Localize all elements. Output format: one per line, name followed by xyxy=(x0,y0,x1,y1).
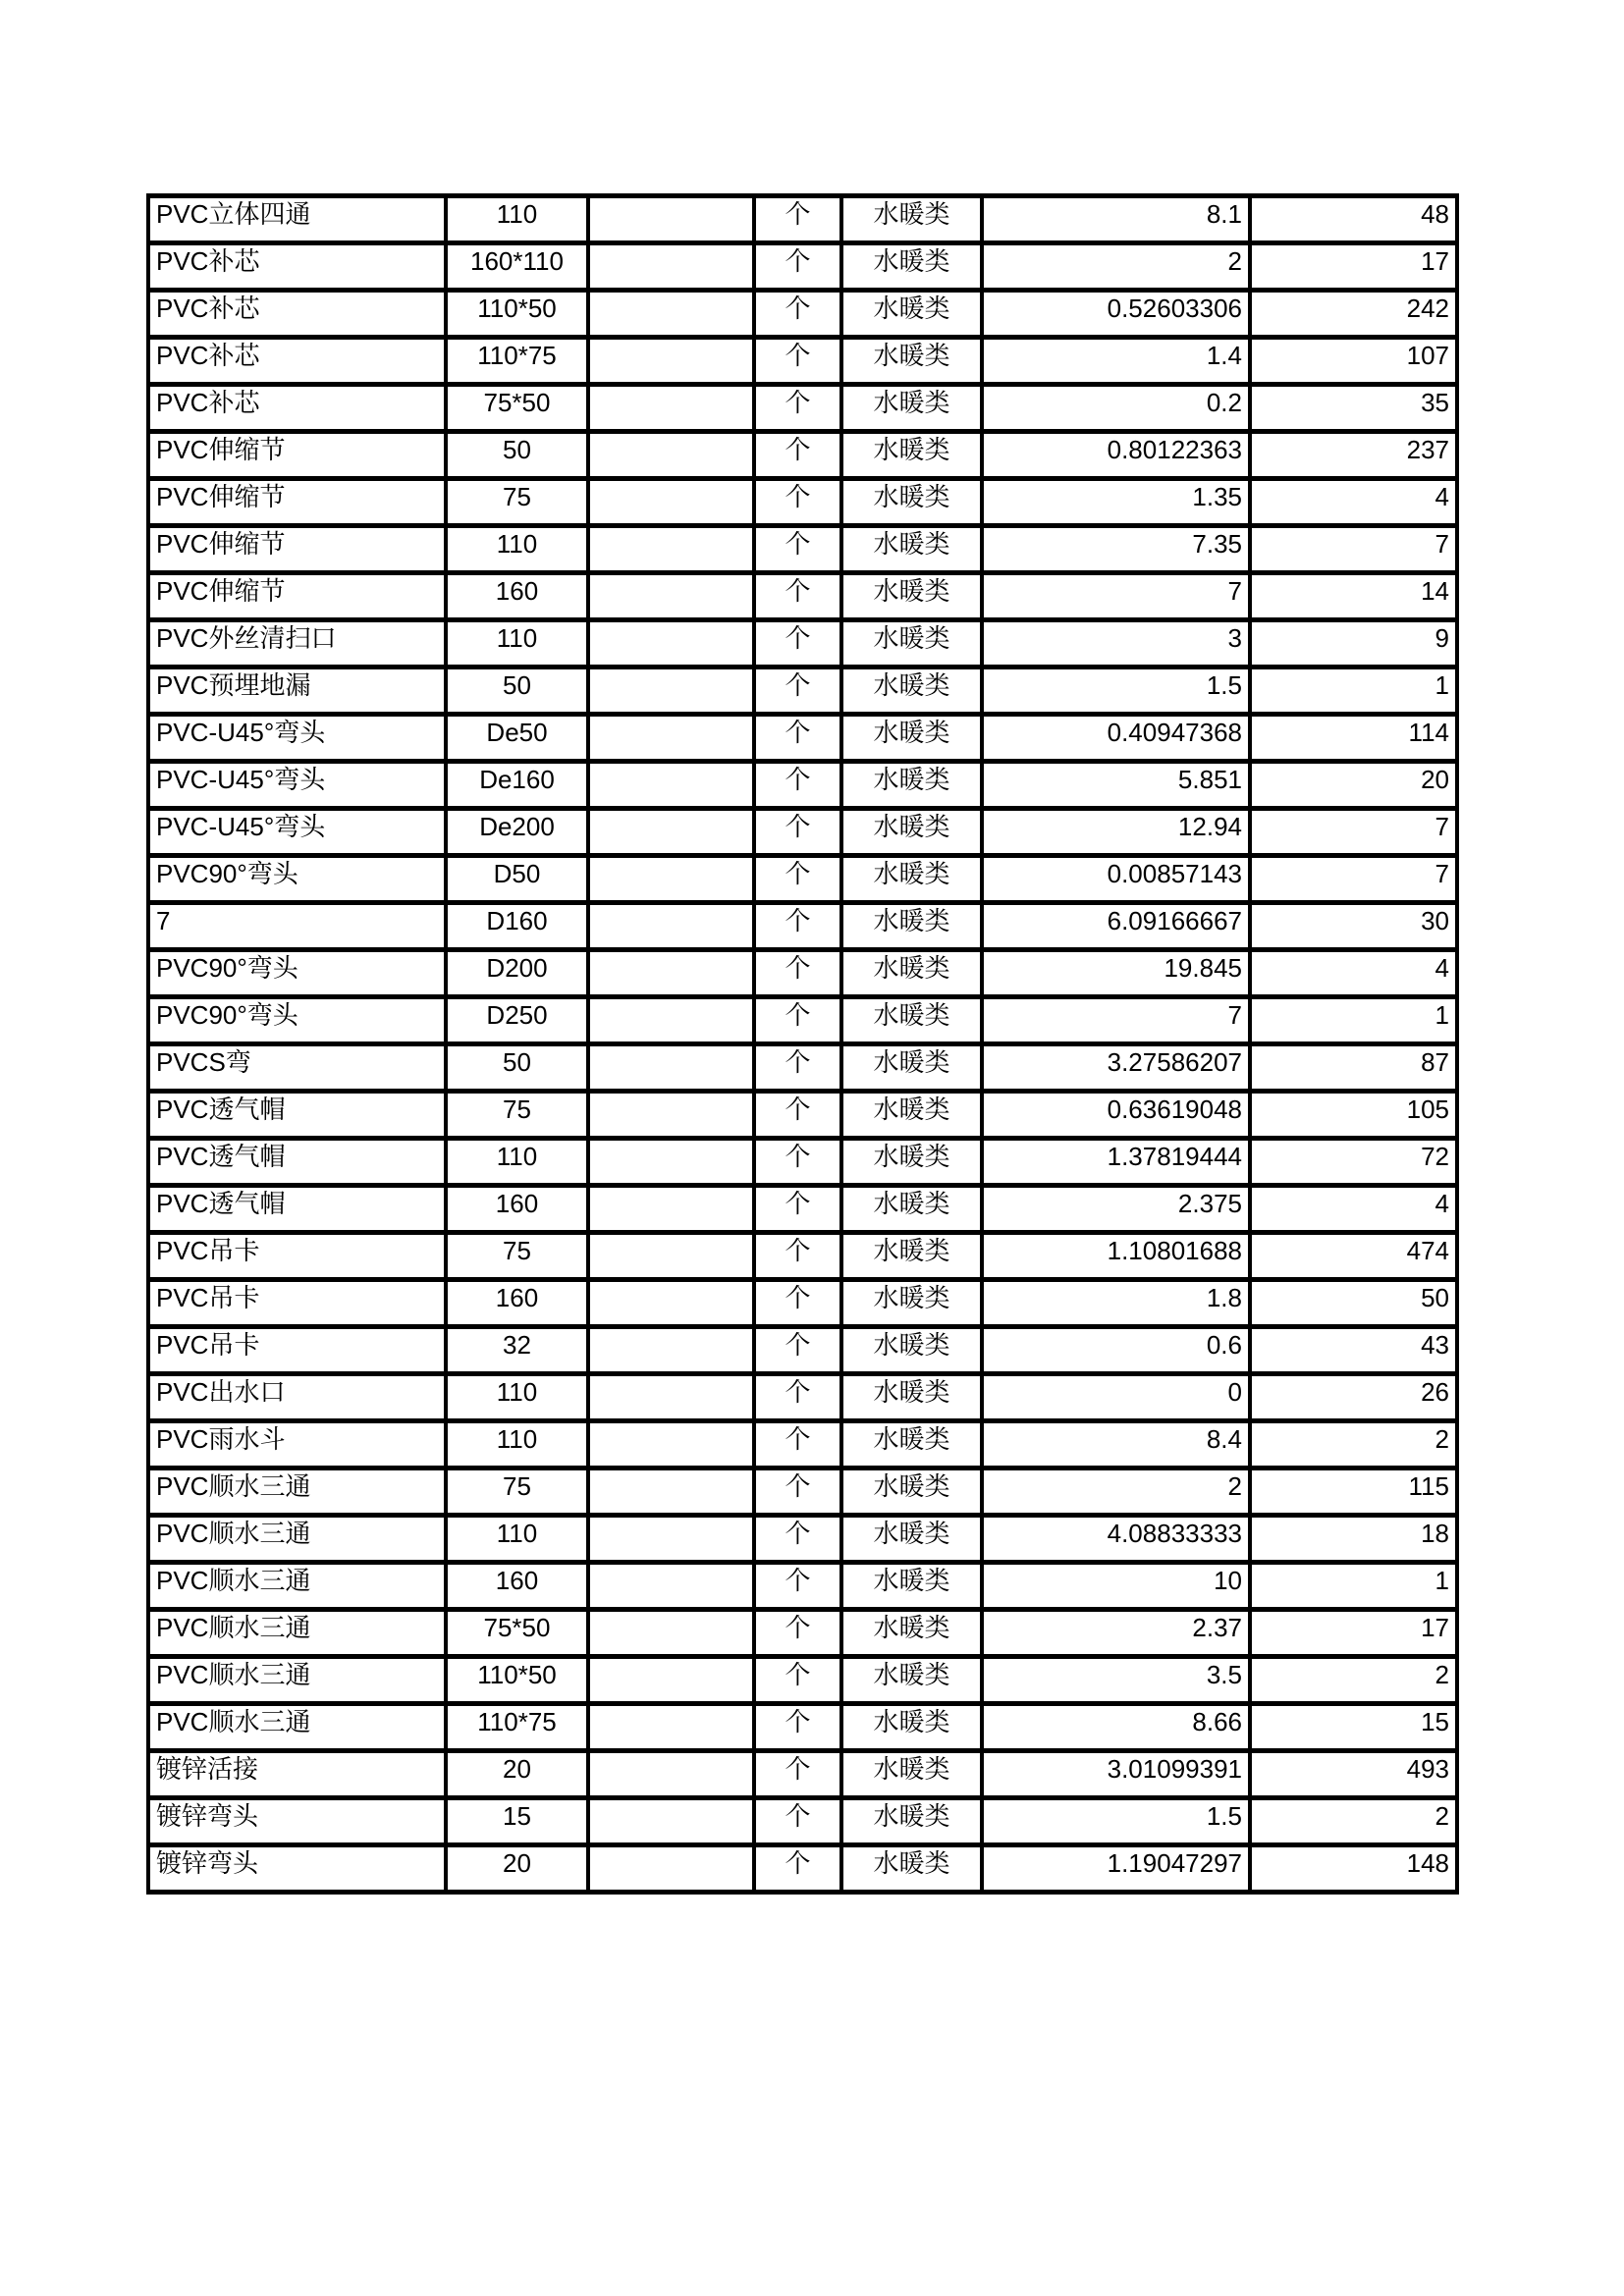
item-spec-cell: 110 xyxy=(446,196,588,243)
item-spec-cell: 160 xyxy=(446,1280,588,1327)
item-unit-cell: 个 xyxy=(754,1092,841,1139)
item-spec-cell: 110*75 xyxy=(446,338,588,385)
item-spec-cell: 110 xyxy=(446,526,588,573)
item-quantity-cell: 107 xyxy=(1250,338,1457,385)
item-spec-cell: D200 xyxy=(446,950,588,997)
item-name-cell: PVC雨水斗 xyxy=(148,1421,446,1468)
item-quantity-cell: 20 xyxy=(1250,762,1457,809)
table-row xyxy=(148,196,1457,243)
item-name-cell: PVC伸缩节 xyxy=(148,573,446,620)
item-price-cell: 5.851 xyxy=(982,762,1250,809)
table-row xyxy=(148,715,1457,762)
item-name-cell: PVC透气帽 xyxy=(148,1139,446,1186)
blank-cell xyxy=(588,573,754,620)
item-name-cell: PVC吊卡 xyxy=(148,1233,446,1280)
item-price-cell: 0.6 xyxy=(982,1327,1250,1374)
item-category-cell: 水暖类 xyxy=(841,1044,982,1092)
item-category-cell: 水暖类 xyxy=(841,573,982,620)
item-quantity-cell: 9 xyxy=(1250,620,1457,667)
item-category-cell: 水暖类 xyxy=(841,1845,982,1893)
item-spec-cell: 75 xyxy=(446,1092,588,1139)
item-name-cell: 镀锌活接 xyxy=(148,1751,446,1798)
table-row xyxy=(148,243,1457,291)
item-category-cell: 水暖类 xyxy=(841,196,982,243)
table-row xyxy=(148,432,1457,479)
item-name-cell: PVC透气帽 xyxy=(148,1186,446,1233)
item-price-cell: 3.5 xyxy=(982,1657,1250,1704)
item-price-cell: 0.2 xyxy=(982,385,1250,432)
item-spec-cell: 32 xyxy=(446,1327,588,1374)
table-row xyxy=(148,526,1457,573)
item-quantity-cell: 50 xyxy=(1250,1280,1457,1327)
item-price-cell: 7.35 xyxy=(982,526,1250,573)
item-name-cell: PVC顺水三通 xyxy=(148,1657,446,1704)
blank-cell xyxy=(588,856,754,903)
item-category-cell: 水暖类 xyxy=(841,385,982,432)
blank-cell xyxy=(588,1374,754,1421)
table-row xyxy=(148,997,1457,1044)
item-quantity-cell: 26 xyxy=(1250,1374,1457,1421)
item-name-cell: PVC顺水三通 xyxy=(148,1563,446,1610)
item-unit-cell: 个 xyxy=(754,338,841,385)
blank-cell xyxy=(588,385,754,432)
table-row xyxy=(148,667,1457,715)
item-unit-cell: 个 xyxy=(754,1233,841,1280)
item-spec-cell: 110 xyxy=(446,1421,588,1468)
table-row xyxy=(148,762,1457,809)
item-name-cell: PVC90°弯头 xyxy=(148,950,446,997)
blank-cell xyxy=(588,715,754,762)
table-row xyxy=(148,1516,1457,1563)
blank-cell xyxy=(588,196,754,243)
item-category-cell: 水暖类 xyxy=(841,1233,982,1280)
item-quantity-cell: 72 xyxy=(1250,1139,1457,1186)
item-unit-cell: 个 xyxy=(754,243,841,291)
item-price-cell: 3.01099391 xyxy=(982,1751,1250,1798)
item-unit-cell: 个 xyxy=(754,667,841,715)
item-spec-cell: 50 xyxy=(446,432,588,479)
table-row xyxy=(148,1044,1457,1092)
item-category-cell: 水暖类 xyxy=(841,1280,982,1327)
item-spec-cell: 15 xyxy=(446,1798,588,1845)
table-row xyxy=(148,1468,1457,1516)
item-category-cell: 水暖类 xyxy=(841,1516,982,1563)
item-unit-cell: 个 xyxy=(754,1044,841,1092)
item-category-cell: 水暖类 xyxy=(841,1139,982,1186)
item-unit-cell: 个 xyxy=(754,1468,841,1516)
item-quantity-cell: 115 xyxy=(1250,1468,1457,1516)
item-name-cell: PVC-U45°弯头 xyxy=(148,715,446,762)
item-category-cell: 水暖类 xyxy=(841,1374,982,1421)
item-price-cell: 3.27586207 xyxy=(982,1044,1250,1092)
item-category-cell: 水暖类 xyxy=(841,1751,982,1798)
blank-cell xyxy=(588,1610,754,1657)
item-unit-cell: 个 xyxy=(754,1563,841,1610)
item-price-cell: 1.10801688 xyxy=(982,1233,1250,1280)
item-unit-cell: 个 xyxy=(754,1516,841,1563)
item-unit-cell: 个 xyxy=(754,479,841,526)
item-price-cell: 4.08833333 xyxy=(982,1516,1250,1563)
item-price-cell: 2 xyxy=(982,243,1250,291)
inventory-table xyxy=(146,193,1459,1895)
item-name-cell: PVC补芯 xyxy=(148,291,446,338)
item-name-cell: PVC立体四通 xyxy=(148,196,446,243)
blank-cell xyxy=(588,950,754,997)
item-spec-cell: 110*75 xyxy=(446,1704,588,1751)
item-unit-cell: 个 xyxy=(754,1657,841,1704)
item-spec-cell: De160 xyxy=(446,762,588,809)
item-name-cell: PVC顺水三通 xyxy=(148,1468,446,1516)
item-quantity-cell: 7 xyxy=(1250,526,1457,573)
item-quantity-cell: 2 xyxy=(1250,1798,1457,1845)
blank-cell xyxy=(588,1186,754,1233)
item-spec-cell: 75 xyxy=(446,1468,588,1516)
item-category-cell: 水暖类 xyxy=(841,432,982,479)
item-price-cell: 1.35 xyxy=(982,479,1250,526)
blank-cell xyxy=(588,1468,754,1516)
item-category-cell: 水暖类 xyxy=(841,338,982,385)
item-price-cell: 3 xyxy=(982,620,1250,667)
item-price-cell: 7 xyxy=(982,997,1250,1044)
table-row xyxy=(148,620,1457,667)
item-category-cell: 水暖类 xyxy=(841,620,982,667)
item-name-cell: 7 xyxy=(148,903,446,950)
table-row xyxy=(148,1421,1457,1468)
blank-cell xyxy=(588,903,754,950)
item-unit-cell: 个 xyxy=(754,950,841,997)
item-unit-cell: 个 xyxy=(754,432,841,479)
item-price-cell: 0.80122363 xyxy=(982,432,1250,479)
table-row xyxy=(148,1233,1457,1280)
item-price-cell: 0 xyxy=(982,1374,1250,1421)
table-row xyxy=(148,1704,1457,1751)
table-row xyxy=(148,291,1457,338)
item-name-cell: 镀锌弯头 xyxy=(148,1845,446,1893)
item-name-cell: 镀锌弯头 xyxy=(148,1798,446,1845)
item-name-cell: PVC补芯 xyxy=(148,243,446,291)
item-name-cell: PVC吊卡 xyxy=(148,1327,446,1374)
item-spec-cell: 20 xyxy=(446,1845,588,1893)
item-price-cell: 8.66 xyxy=(982,1704,1250,1751)
item-spec-cell: 110*50 xyxy=(446,1657,588,1704)
item-quantity-cell: 87 xyxy=(1250,1044,1457,1092)
item-price-cell: 10 xyxy=(982,1563,1250,1610)
item-spec-cell: De200 xyxy=(446,809,588,856)
blank-cell xyxy=(588,1798,754,1845)
table-body xyxy=(148,196,1457,1893)
item-unit-cell: 个 xyxy=(754,291,841,338)
item-price-cell: 2 xyxy=(982,1468,1250,1516)
table-row xyxy=(148,809,1457,856)
item-quantity-cell: 14 xyxy=(1250,573,1457,620)
item-category-cell: 水暖类 xyxy=(841,715,982,762)
table-row xyxy=(148,573,1457,620)
item-name-cell: PVC透气帽 xyxy=(148,1092,446,1139)
item-category-cell: 水暖类 xyxy=(841,479,982,526)
item-quantity-cell: 1 xyxy=(1250,667,1457,715)
item-category-cell: 水暖类 xyxy=(841,903,982,950)
item-spec-cell: D250 xyxy=(446,997,588,1044)
item-price-cell: 0.00857143 xyxy=(982,856,1250,903)
item-unit-cell: 个 xyxy=(754,1751,841,1798)
item-name-cell: PVCS弯 xyxy=(148,1044,446,1092)
item-category-cell: 水暖类 xyxy=(841,856,982,903)
blank-cell xyxy=(588,1139,754,1186)
item-quantity-cell: 17 xyxy=(1250,243,1457,291)
item-spec-cell: 160 xyxy=(446,573,588,620)
blank-cell xyxy=(588,620,754,667)
item-name-cell: PVC出水口 xyxy=(148,1374,446,1421)
item-category-cell: 水暖类 xyxy=(841,762,982,809)
item-unit-cell: 个 xyxy=(754,620,841,667)
table-row xyxy=(148,385,1457,432)
item-price-cell: 8.1 xyxy=(982,196,1250,243)
item-unit-cell: 个 xyxy=(754,573,841,620)
item-spec-cell: 50 xyxy=(446,667,588,715)
item-unit-cell: 个 xyxy=(754,762,841,809)
item-spec-cell: 20 xyxy=(446,1751,588,1798)
blank-cell xyxy=(588,1516,754,1563)
item-quantity-cell: 4 xyxy=(1250,479,1457,526)
table-row xyxy=(148,1563,1457,1610)
item-quantity-cell: 48 xyxy=(1250,196,1457,243)
item-price-cell: 0.52603306 xyxy=(982,291,1250,338)
table-row xyxy=(148,479,1457,526)
item-quantity-cell: 4 xyxy=(1250,950,1457,997)
item-unit-cell: 个 xyxy=(754,526,841,573)
blank-cell xyxy=(588,479,754,526)
table-row xyxy=(148,856,1457,903)
item-price-cell: 0.40947368 xyxy=(982,715,1250,762)
item-category-cell: 水暖类 xyxy=(841,1468,982,1516)
item-unit-cell: 个 xyxy=(754,856,841,903)
table-row xyxy=(148,1092,1457,1139)
item-price-cell: 1.8 xyxy=(982,1280,1250,1327)
item-price-cell: 8.4 xyxy=(982,1421,1250,1468)
item-category-cell: 水暖类 xyxy=(841,1563,982,1610)
item-quantity-cell: 17 xyxy=(1250,1610,1457,1657)
table-row xyxy=(148,1657,1457,1704)
item-price-cell: 7 xyxy=(982,573,1250,620)
blank-cell xyxy=(588,1044,754,1092)
item-quantity-cell: 105 xyxy=(1250,1092,1457,1139)
item-spec-cell: 160 xyxy=(446,1563,588,1610)
blank-cell xyxy=(588,1280,754,1327)
item-spec-cell: 75 xyxy=(446,1233,588,1280)
item-name-cell: PVC预埋地漏 xyxy=(148,667,446,715)
item-spec-cell: 110 xyxy=(446,1516,588,1563)
item-spec-cell: D160 xyxy=(446,903,588,950)
item-name-cell: PVC伸缩节 xyxy=(148,479,446,526)
item-price-cell: 1.37819444 xyxy=(982,1139,1250,1186)
item-quantity-cell: 35 xyxy=(1250,385,1457,432)
item-spec-cell: 160*110 xyxy=(446,243,588,291)
item-quantity-cell: 30 xyxy=(1250,903,1457,950)
item-category-cell: 水暖类 xyxy=(841,1798,982,1845)
item-name-cell: PVC顺水三通 xyxy=(148,1516,446,1563)
blank-cell xyxy=(588,762,754,809)
item-unit-cell: 个 xyxy=(754,1280,841,1327)
blank-cell xyxy=(588,338,754,385)
blank-cell xyxy=(588,1092,754,1139)
item-price-cell: 1.5 xyxy=(982,667,1250,715)
item-price-cell: 0.63619048 xyxy=(982,1092,1250,1139)
item-name-cell: PVC90°弯头 xyxy=(148,997,446,1044)
item-name-cell: PVC外丝清扫口 xyxy=(148,620,446,667)
item-price-cell: 1.5 xyxy=(982,1798,1250,1845)
item-quantity-cell: 7 xyxy=(1250,809,1457,856)
item-name-cell: PVC-U45°弯头 xyxy=(148,762,446,809)
table-row xyxy=(148,1280,1457,1327)
item-quantity-cell: 2 xyxy=(1250,1657,1457,1704)
item-quantity-cell: 4 xyxy=(1250,1186,1457,1233)
item-quantity-cell: 474 xyxy=(1250,1233,1457,1280)
blank-cell xyxy=(588,1421,754,1468)
item-price-cell: 19.845 xyxy=(982,950,1250,997)
item-spec-cell: D50 xyxy=(446,856,588,903)
table-row xyxy=(148,1327,1457,1374)
table-row xyxy=(148,1798,1457,1845)
item-spec-cell: 75*50 xyxy=(446,385,588,432)
blank-cell xyxy=(588,243,754,291)
item-spec-cell: De50 xyxy=(446,715,588,762)
item-unit-cell: 个 xyxy=(754,1421,841,1468)
blank-cell xyxy=(588,1845,754,1893)
item-category-cell: 水暖类 xyxy=(841,1327,982,1374)
table-row xyxy=(148,1139,1457,1186)
item-unit-cell: 个 xyxy=(754,1798,841,1845)
item-unit-cell: 个 xyxy=(754,1139,841,1186)
table-row xyxy=(148,903,1457,950)
item-category-cell: 水暖类 xyxy=(841,667,982,715)
blank-cell xyxy=(588,1327,754,1374)
item-category-cell: 水暖类 xyxy=(841,997,982,1044)
item-unit-cell: 个 xyxy=(754,1186,841,1233)
item-spec-cell: 75*50 xyxy=(446,1610,588,1657)
item-quantity-cell: 7 xyxy=(1250,856,1457,903)
item-unit-cell: 个 xyxy=(754,1610,841,1657)
table-row xyxy=(148,1610,1457,1657)
item-name-cell: PVC补芯 xyxy=(148,385,446,432)
item-category-cell: 水暖类 xyxy=(841,243,982,291)
item-category-cell: 水暖类 xyxy=(841,809,982,856)
item-quantity-cell: 1 xyxy=(1250,997,1457,1044)
item-quantity-cell: 148 xyxy=(1250,1845,1457,1893)
item-quantity-cell: 114 xyxy=(1250,715,1457,762)
item-unit-cell: 个 xyxy=(754,809,841,856)
item-spec-cell: 110 xyxy=(446,1374,588,1421)
item-category-cell: 水暖类 xyxy=(841,1657,982,1704)
item-category-cell: 水暖类 xyxy=(841,526,982,573)
blank-cell xyxy=(588,809,754,856)
blank-cell xyxy=(588,1751,754,1798)
item-unit-cell: 个 xyxy=(754,1845,841,1893)
table-row xyxy=(148,1374,1457,1421)
item-name-cell: PVC吊卡 xyxy=(148,1280,446,1327)
item-name-cell: PVC伸缩节 xyxy=(148,526,446,573)
item-unit-cell: 个 xyxy=(754,385,841,432)
item-spec-cell: 160 xyxy=(446,1186,588,1233)
blank-cell xyxy=(588,1563,754,1610)
item-name-cell: PVC顺水三通 xyxy=(148,1610,446,1657)
item-quantity-cell: 18 xyxy=(1250,1516,1457,1563)
item-name-cell: PVC90°弯头 xyxy=(148,856,446,903)
blank-cell xyxy=(588,1657,754,1704)
item-quantity-cell: 493 xyxy=(1250,1751,1457,1798)
item-price-cell: 2.375 xyxy=(982,1186,1250,1233)
item-quantity-cell: 2 xyxy=(1250,1421,1457,1468)
item-quantity-cell: 1 xyxy=(1250,1563,1457,1610)
item-unit-cell: 个 xyxy=(754,1704,841,1751)
item-price-cell: 1.4 xyxy=(982,338,1250,385)
item-unit-cell: 个 xyxy=(754,196,841,243)
table-row xyxy=(148,1186,1457,1233)
item-price-cell: 2.37 xyxy=(982,1610,1250,1657)
item-category-cell: 水暖类 xyxy=(841,1092,982,1139)
item-unit-cell: 个 xyxy=(754,1327,841,1374)
table-row xyxy=(148,950,1457,997)
item-category-cell: 水暖类 xyxy=(841,1186,982,1233)
item-unit-cell: 个 xyxy=(754,903,841,950)
blank-cell xyxy=(588,432,754,479)
blank-cell xyxy=(588,526,754,573)
blank-cell xyxy=(588,997,754,1044)
item-spec-cell: 110*50 xyxy=(446,291,588,338)
item-name-cell: PVC补芯 xyxy=(148,338,446,385)
item-name-cell: PVC顺水三通 xyxy=(148,1704,446,1751)
blank-cell xyxy=(588,1704,754,1751)
table-row xyxy=(148,1845,1457,1893)
blank-cell xyxy=(588,291,754,338)
item-spec-cell: 110 xyxy=(446,620,588,667)
blank-cell xyxy=(588,667,754,715)
item-category-cell: 水暖类 xyxy=(841,1421,982,1468)
table-row xyxy=(148,1751,1457,1798)
blank-cell xyxy=(588,1233,754,1280)
item-category-cell: 水暖类 xyxy=(841,950,982,997)
item-spec-cell: 75 xyxy=(446,479,588,526)
item-quantity-cell: 242 xyxy=(1250,291,1457,338)
item-name-cell: PVC伸缩节 xyxy=(148,432,446,479)
item-category-cell: 水暖类 xyxy=(841,1610,982,1657)
item-quantity-cell: 43 xyxy=(1250,1327,1457,1374)
item-unit-cell: 个 xyxy=(754,715,841,762)
item-category-cell: 水暖类 xyxy=(841,1704,982,1751)
item-quantity-cell: 15 xyxy=(1250,1704,1457,1751)
item-spec-cell: 110 xyxy=(446,1139,588,1186)
item-category-cell: 水暖类 xyxy=(841,291,982,338)
item-price-cell: 1.19047297 xyxy=(982,1845,1250,1893)
item-unit-cell: 个 xyxy=(754,1374,841,1421)
item-spec-cell: 50 xyxy=(446,1044,588,1092)
item-quantity-cell: 237 xyxy=(1250,432,1457,479)
item-name-cell: PVC-U45°弯头 xyxy=(148,809,446,856)
item-unit-cell: 个 xyxy=(754,997,841,1044)
item-price-cell: 6.09166667 xyxy=(982,903,1250,950)
item-price-cell: 12.94 xyxy=(982,809,1250,856)
table-row xyxy=(148,338,1457,385)
